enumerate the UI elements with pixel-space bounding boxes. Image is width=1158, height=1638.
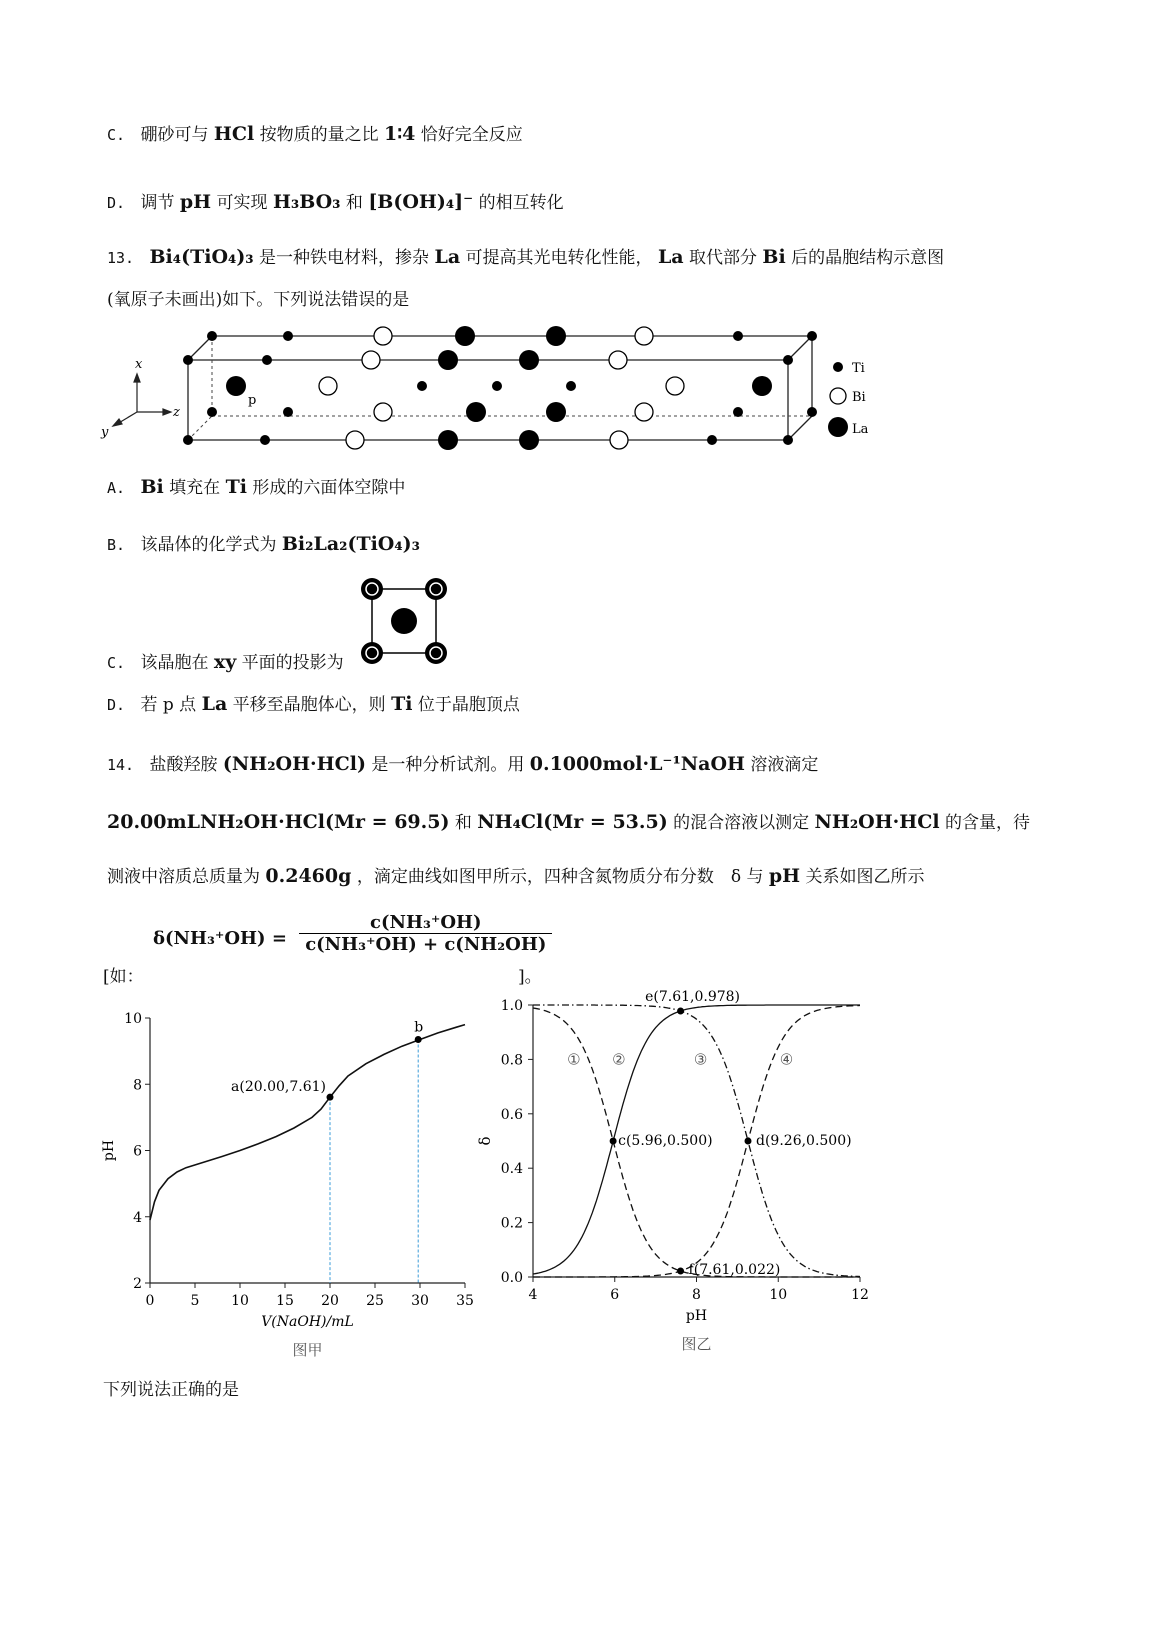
marked-point	[677, 1007, 684, 1014]
text: 关系如图乙所示	[805, 867, 925, 887]
axis-z-label: z	[173, 405, 180, 420]
q14-footer: 下列说法正确的是	[103, 1380, 239, 1400]
def-lhs: δ(NH₃⁺OH) =	[153, 928, 287, 949]
x-tick-label: 20	[321, 1293, 339, 1309]
legend-ti: Ti	[852, 361, 865, 376]
bi-atom	[362, 351, 380, 369]
option-label: C.	[107, 126, 126, 144]
la-atom	[438, 430, 458, 450]
text: 该晶体的化学式为	[140, 535, 277, 555]
value: 0.2460g	[265, 865, 352, 887]
text: 位于晶胞顶点	[417, 695, 520, 715]
y-tick-label: 2	[133, 1276, 142, 1292]
point-a	[327, 1094, 334, 1101]
marked-point	[677, 1268, 684, 1275]
y-axis-label: δ	[476, 1136, 494, 1146]
x-tick-label: 8	[692, 1287, 701, 1303]
la-atom	[519, 350, 539, 370]
x-tick-label: 4	[528, 1287, 538, 1303]
chart-distribution	[470, 985, 890, 1360]
chart-titration	[95, 1005, 485, 1360]
text: 按物质的量之比	[259, 125, 379, 145]
y-tick-label: 1.0	[500, 998, 523, 1014]
def-numerator: c(NH₃⁺OH)	[299, 912, 552, 934]
text: 可实现	[216, 193, 268, 213]
formula: H₃BO₃	[272, 191, 341, 213]
formula: [B(OH)₄]⁻	[368, 191, 474, 213]
x-axis-label: pH	[685, 1308, 708, 1324]
ti-atom	[807, 407, 817, 417]
q13-option-d	[107, 690, 520, 715]
formula: Ti	[391, 693, 413, 715]
axis-x-label: x	[135, 357, 143, 372]
formula: Bi₄(TiO₄)₃	[149, 246, 254, 268]
series-label: ③	[693, 1050, 708, 1069]
point-a-label: a(20.00,7.61)	[231, 1079, 326, 1096]
point-label: c(5.96,0.500)	[618, 1133, 713, 1149]
legend-bi-symbol	[830, 388, 846, 404]
q13-option-a	[107, 473, 405, 498]
text: 溶液滴定	[750, 755, 819, 775]
ti-atom	[783, 435, 793, 445]
text: 填充在	[169, 478, 221, 498]
x-tick-label: 12	[851, 1287, 869, 1303]
y-tick-label: 8	[133, 1077, 142, 1094]
ti-atom	[283, 407, 293, 417]
bi-atom	[666, 377, 684, 395]
option-label: D.	[107, 696, 126, 714]
y-axis-label: pH	[101, 1139, 117, 1162]
formula: La	[434, 246, 461, 268]
text: 和	[454, 813, 472, 833]
xy-projection-figure	[358, 575, 450, 667]
text: 盐酸羟胺	[149, 755, 218, 775]
formula: xy	[213, 651, 237, 673]
ratio: 1∶4	[383, 123, 416, 145]
text: 的混合溶液以测定	[673, 813, 810, 833]
bi-atom	[609, 351, 627, 369]
la-atom	[752, 376, 772, 396]
ti-atom	[183, 435, 193, 445]
text: 恰好完全反应	[420, 125, 523, 145]
chart-caption: 图乙	[681, 1335, 712, 1353]
la-atom	[466, 402, 486, 422]
chart-caption: 图甲	[292, 1341, 323, 1359]
y-tick-label: 4	[133, 1209, 142, 1226]
x-tick-label: 10	[769, 1287, 788, 1303]
ti-atom	[492, 381, 502, 391]
text: 形成的六面体空隙中	[252, 478, 406, 498]
ti-atom	[262, 355, 272, 365]
series-label: ④	[779, 1050, 794, 1069]
text: 平移至晶胞体心，则	[232, 695, 386, 715]
la-atom	[438, 350, 458, 370]
ti-atom	[283, 331, 293, 341]
y-tick-label: 0.4	[500, 1161, 523, 1178]
text: 该晶胞在	[140, 653, 209, 673]
legend-bi: Bi	[852, 390, 866, 405]
la-atom	[546, 402, 566, 422]
la-atom-p	[226, 376, 246, 396]
text: 硼砂可与	[140, 125, 209, 145]
formula: La	[657, 246, 684, 268]
text: 若 p 点	[140, 695, 197, 715]
text: 后的晶胞结构示意图	[791, 248, 945, 268]
bi-atom	[319, 377, 337, 395]
formula: 20.00mLNH₂OH·HCl(Mr = 69.5)	[107, 811, 450, 833]
formula: Bi	[140, 476, 164, 498]
q12-option-c	[107, 120, 523, 145]
formula: La	[201, 693, 228, 715]
bi-atom	[346, 431, 364, 449]
y-tick-label: 0.2	[500, 1215, 523, 1232]
x-tick-label: 15	[276, 1293, 294, 1309]
q14-stem	[107, 750, 818, 775]
x-tick-label: 5	[190, 1293, 200, 1309]
point-b-label: b	[414, 1019, 424, 1036]
def-fraction	[299, 912, 552, 955]
def-denominator: c(NH₃⁺OH) + c(NH₂OH)	[305, 934, 547, 955]
x-tick-label: 0	[145, 1293, 155, 1309]
x-tick-label: 6	[610, 1287, 620, 1303]
la-atom	[546, 326, 566, 346]
la-atom	[519, 430, 539, 450]
bi-atom	[610, 431, 628, 449]
formula: HCl	[213, 123, 255, 145]
ti-atom	[260, 435, 270, 445]
q14-stem-line3	[107, 862, 925, 887]
point-p-label: p	[248, 393, 257, 408]
q13-stem-line2: (氧原子未画出)如下。下列说法错误的是	[107, 290, 410, 310]
marked-point	[610, 1138, 617, 1145]
q13-stem	[107, 243, 944, 268]
formula: Bi	[762, 246, 786, 268]
text: ，滴定曲线如图甲所示，四种含氮物质分布分数 δ 与	[356, 867, 764, 887]
ti-atom	[207, 407, 217, 417]
text: 调节	[140, 193, 175, 213]
bi-atom	[635, 403, 653, 421]
y-tick-label: 0.0	[500, 1270, 523, 1286]
crystal-cell-figure	[95, 320, 895, 460]
delta-definition	[153, 912, 552, 955]
ti-atom	[707, 435, 717, 445]
ti-atom	[733, 331, 743, 341]
formula: Bi₂La₂(TiO₄)₃	[281, 533, 420, 555]
ti-atom	[183, 355, 193, 365]
point-label: d(9.26,0.500)	[756, 1133, 852, 1149]
question-number: 13.	[107, 249, 135, 267]
ti-atom	[733, 407, 743, 417]
bi-atom	[374, 403, 392, 421]
legend-la-symbol	[828, 417, 848, 437]
axis-y-label: y	[101, 425, 109, 440]
ti-atom	[807, 331, 817, 341]
x-tick-label: 25	[366, 1293, 384, 1309]
formula: NH₂OH·HCl	[814, 811, 940, 833]
def-suffix: ]。	[518, 967, 542, 987]
def-prefix: [如：	[103, 967, 144, 987]
option-label: A.	[107, 479, 126, 497]
x-tick-label: 30	[411, 1293, 429, 1309]
y-tick-label: 0.6	[500, 1106, 523, 1123]
option-label: B.	[107, 536, 126, 554]
text: 测液中溶质总质量为	[107, 867, 260, 887]
option-label: D.	[107, 194, 126, 212]
text: 和	[345, 193, 363, 213]
formula: Ti	[225, 476, 247, 498]
text: 是一种分析试剂。用	[371, 755, 525, 775]
la-atom	[455, 326, 475, 346]
x-tick-label: 10	[231, 1293, 249, 1309]
question-number: 14.	[107, 756, 135, 774]
point-b	[415, 1036, 422, 1043]
ti-atom	[417, 381, 427, 391]
series-label: ②	[612, 1050, 626, 1069]
point-label: e(7.61,0.978)	[645, 988, 741, 1005]
ti-atom	[566, 381, 576, 391]
ti-atom	[783, 355, 793, 365]
text: 取代部分	[689, 248, 758, 268]
text: 平面的投影为	[241, 653, 344, 673]
option-label: C.	[107, 654, 126, 672]
y-tick-label: 6	[133, 1143, 142, 1160]
y-tick-label: 10	[124, 1011, 142, 1027]
legend-ti-symbol	[833, 362, 843, 372]
formula: (NH₂OH·HCl)	[222, 753, 366, 775]
text: 是一种铁电材料，掺杂	[259, 248, 430, 268]
formula: NH₄Cl(Mr = 53.5)	[477, 811, 668, 833]
point-label: f(7.61,0.022)	[688, 1262, 781, 1279]
text: 的相互转化	[478, 193, 564, 213]
text: 可提高其光电转化性能，	[465, 248, 653, 268]
bi-atom	[635, 327, 653, 345]
text: 的含量，待	[945, 813, 1030, 833]
q13-option-c	[107, 648, 344, 673]
ti-atom	[207, 331, 217, 341]
formula: 0.1000mol·L⁻¹NaOH	[529, 753, 745, 775]
q13-option-b	[107, 530, 420, 555]
bi-atom	[374, 327, 392, 345]
marked-point	[745, 1138, 752, 1145]
x-axis-label: V(NaOH)/mL	[261, 1314, 354, 1330]
series-label: ①	[567, 1050, 581, 1069]
legend-la: La	[852, 422, 869, 437]
q12-option-d	[107, 188, 564, 213]
y-tick-label: 0.8	[500, 1052, 523, 1069]
formula: pH	[179, 191, 212, 213]
formula: pH	[768, 865, 801, 887]
x-tick-label: 35	[456, 1293, 474, 1309]
q14-stem-line2	[107, 808, 1030, 833]
